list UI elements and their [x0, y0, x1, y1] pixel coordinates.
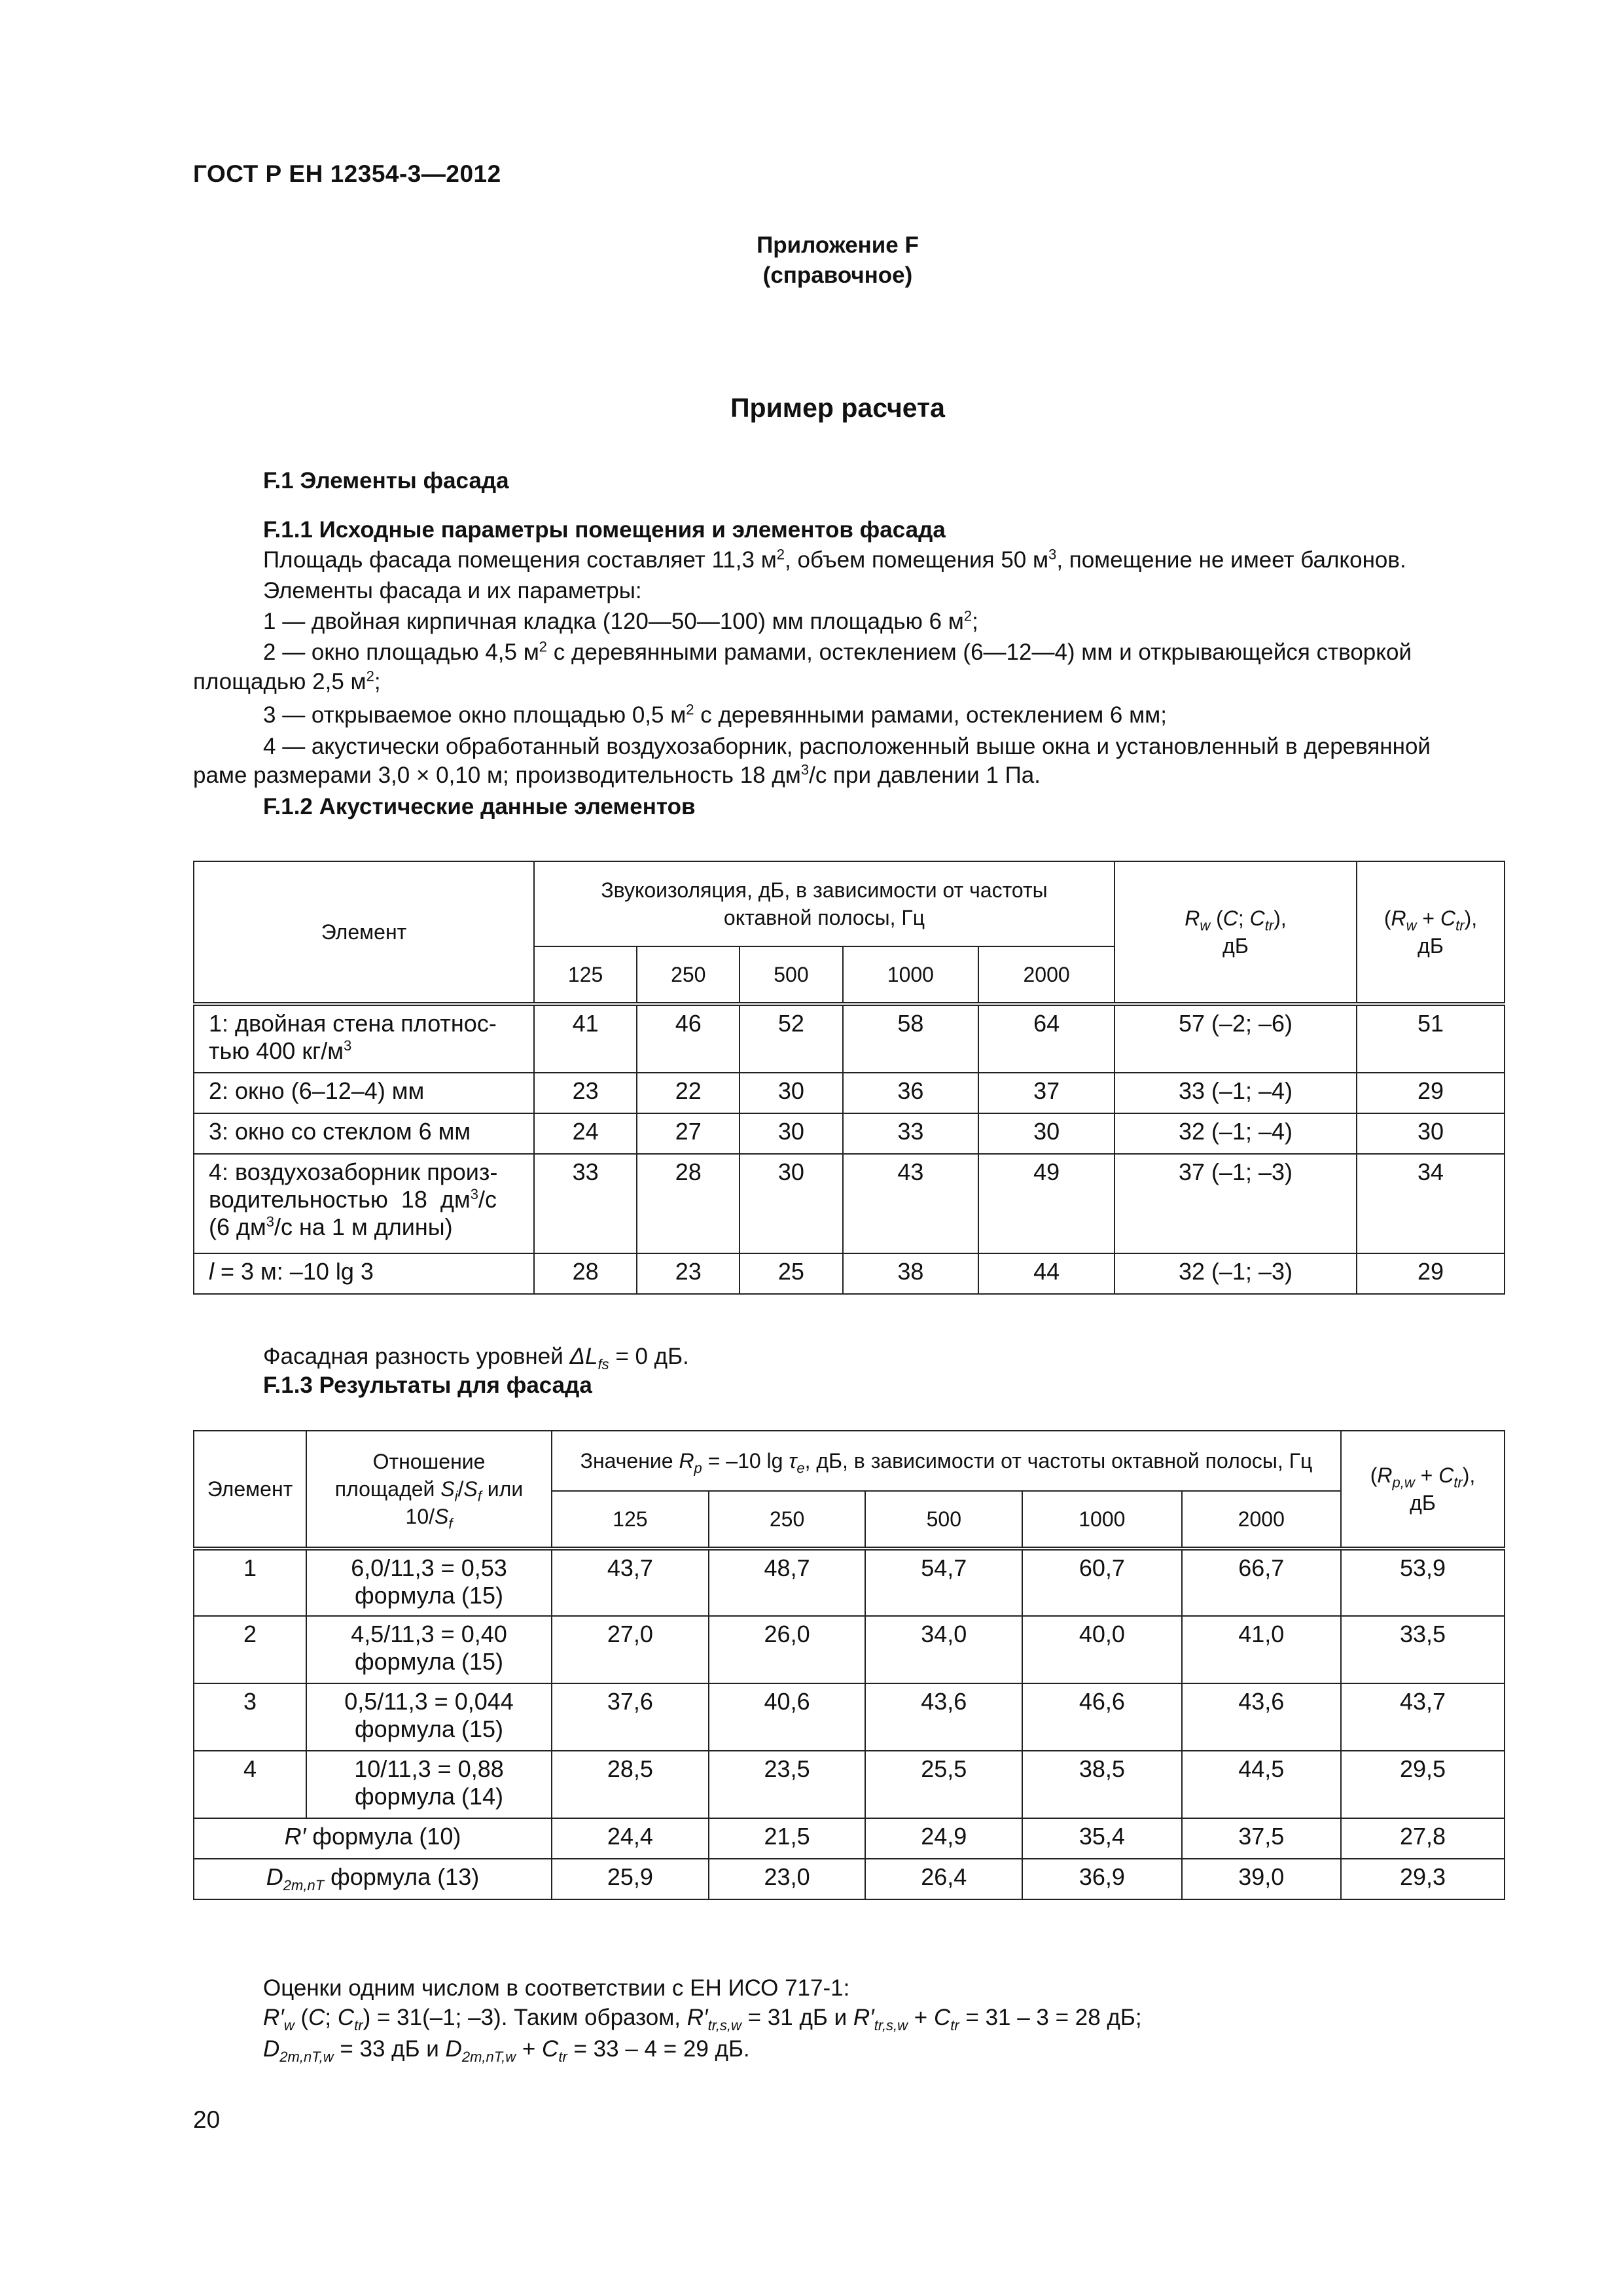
- ratio-value: 0,5/11,3 = 0,044: [344, 1688, 514, 1715]
- delta-l-symbol: ΔL: [569, 1344, 598, 1369]
- rw-ctr-value: 51: [1357, 1004, 1505, 1073]
- table-cell: 25,9: [552, 1859, 709, 1899]
- rpw-ctr-value: 29,5: [1341, 1751, 1505, 1818]
- table-cell: 38,5: [1022, 1751, 1181, 1818]
- rw-value: 33 (–1; –4): [1115, 1073, 1357, 1113]
- facade-level-difference: [263, 1342, 689, 1371]
- text-part: 1 — двойная кирпичная кладка (120—50—100) мм площадью 6 м: [263, 609, 964, 634]
- table-cell: 27: [637, 1113, 740, 1154]
- table-cell: 43,7: [552, 1549, 709, 1616]
- facade-results-table: [193, 1430, 1505, 1900]
- table-cell: 30: [978, 1113, 1115, 1154]
- header-area-ratio: [306, 1431, 552, 1549]
- table-cell: 43,6: [1182, 1683, 1341, 1751]
- table-cell: 39,0: [1182, 1859, 1341, 1899]
- ratio-line2: площадей $S_i/S_f$ или: [334, 1477, 524, 1505]
- table-cell: 37,5: [1182, 1818, 1341, 1859]
- element-name: 3: окно со стеклом 6 мм: [194, 1113, 534, 1154]
- table-cell: 23,0: [709, 1859, 866, 1899]
- element-2-description-cont: [193, 667, 381, 696]
- formula-ref: формула (15): [354, 1648, 504, 1675]
- table-cell: 23,5: [709, 1751, 866, 1818]
- appendix-label: [0, 230, 1623, 291]
- ratings-intro: Оценки одним числом в соответствии с ЕН ИСО 717-1:: [263, 1975, 850, 2001]
- freq-header-250: 250: [709, 1491, 866, 1549]
- element-number: 4: [194, 1751, 306, 1818]
- table-cell: 46: [637, 1004, 740, 1073]
- text-part: 3 — открываемое окно площадью 0,5 м: [263, 702, 687, 728]
- area-ratio: [306, 1616, 552, 1683]
- element-1-description: [263, 607, 978, 636]
- rw-value: 57 (–2; –6): [1115, 1004, 1357, 1073]
- summary-row: [194, 1818, 1505, 1859]
- table-cell: 43: [843, 1154, 979, 1253]
- area-ratio: [306, 1549, 552, 1616]
- summary-total: 27,8: [1341, 1818, 1505, 1859]
- table-cell: 24,4: [552, 1818, 709, 1859]
- summary-label: R′ формула (10): [194, 1818, 552, 1859]
- page-number: 20: [193, 2106, 221, 2133]
- section-f13-heading: F.1.3 Результаты для фасада: [263, 1372, 592, 1398]
- table-cell: 33: [843, 1113, 979, 1154]
- table-cell: 25,5: [865, 1751, 1022, 1818]
- table-cell: 41: [534, 1004, 637, 1073]
- header-rp-values: Значение $R_p = -10$ $\lg \tau_e$, дБ, в зависимости от частоты октавной полосы, Гц: [552, 1431, 1341, 1491]
- table-cell: 28,5: [552, 1751, 709, 1818]
- header-rw-ctr: $(R_w + C_{tr})$, дБ: [1357, 861, 1505, 1004]
- text-part: /с при давлении 1 Па.: [809, 762, 1041, 788]
- superscript: 2: [366, 668, 374, 685]
- freq-header-250: 250: [637, 946, 740, 1004]
- text-part: Площадь фасада помещения составляет 11,3 м: [263, 547, 777, 573]
- appendix-line2: (справочное): [762, 262, 913, 288]
- table-cell: 38: [843, 1253, 979, 1294]
- table-cell: 26,0: [709, 1616, 866, 1683]
- freq-header-1000: 1000: [1022, 1491, 1181, 1549]
- paragraph-elements-intro: Элементы фасада и их параметры:: [263, 578, 642, 603]
- area-ratio: [306, 1751, 552, 1818]
- header-sound-insulation: Звукоизоляция, дБ, в зависимости от частоты октавной полосы, Гц: [534, 861, 1115, 946]
- text-part: площадью 2,5 м: [193, 669, 366, 694]
- table-row: [194, 1616, 1505, 1683]
- freq-header-125: 125: [552, 1491, 709, 1549]
- summary-label: $D_{2m,nT}$ формула (13): [194, 1859, 552, 1899]
- table-cell: 37,6: [552, 1683, 709, 1751]
- text-part: раме размерами 3,0 × 0,10 м; производительность 18 дм: [193, 762, 801, 788]
- ratio-line1: Отношение: [372, 1450, 486, 1473]
- superscript: 3: [800, 761, 810, 778]
- text-part: с деревянными рамами, остеклением 6 мм;: [694, 702, 1167, 728]
- table-cell: 58: [843, 1004, 979, 1073]
- superscript: 2: [776, 546, 785, 563]
- rpw-ctr-value: 53,9: [1341, 1549, 1505, 1616]
- table-cell: 48,7: [709, 1549, 866, 1616]
- table-cell: 21,5: [709, 1818, 866, 1859]
- table-row: [194, 1253, 1505, 1294]
- table-cell: 25: [740, 1253, 842, 1294]
- table-cell: 49: [978, 1154, 1115, 1253]
- table-cell: 30: [740, 1113, 842, 1154]
- ratio-line3: $10/S_f$: [405, 1505, 453, 1532]
- table-cell: 28: [534, 1253, 637, 1294]
- table-cell: 30: [740, 1154, 842, 1253]
- element-number: 1: [194, 1549, 306, 1616]
- formula-ref: формула (14): [354, 1783, 504, 1810]
- table-cell: 27,0: [552, 1616, 709, 1683]
- standard-designation: ГОСТ Р ЕН 12354-3—2012: [193, 160, 501, 187]
- element-name: 2: окно (6–12–4) мм: [194, 1073, 534, 1113]
- rw-value: 37 (–1; –3): [1115, 1154, 1357, 1253]
- page-title: Пример расчета: [730, 393, 945, 423]
- freq-header-1000: 1000: [843, 946, 979, 1004]
- text-part: с деревянными рамами, остеклением (6—12—4) мм и открывающейся створкой: [547, 639, 1412, 665]
- header-rpw-ctr: $(R_{p,w} + C_{tr})$, дБ: [1341, 1431, 1505, 1549]
- ratio-value: 6,0/11,3 = 0,53: [351, 1554, 507, 1581]
- table-cell: 44: [978, 1253, 1115, 1294]
- ratio-value: 4,5/11,3 = 0,40: [351, 1621, 507, 1647]
- table-cell: 28: [637, 1154, 740, 1253]
- freq-header-500: 500: [865, 1491, 1022, 1549]
- ctr-symbol: $C_{tr}$: [1440, 906, 1465, 934]
- superscript: 2: [963, 607, 972, 624]
- text-part: = 0 дБ.: [609, 1344, 689, 1369]
- table-cell: 52: [740, 1004, 842, 1073]
- rw-symbol: $R_w$: [1391, 906, 1417, 934]
- freq-header-125: 125: [534, 946, 637, 1004]
- element-number: 2: [194, 1616, 306, 1683]
- table-cell: 35,4: [1022, 1818, 1181, 1859]
- superscript: 3: [1048, 546, 1057, 563]
- table-cell: 40,0: [1022, 1616, 1181, 1683]
- table-cell: 40,6: [709, 1683, 866, 1751]
- superscript: 2: [539, 638, 548, 655]
- section-f11-heading: F.1.1 Исходные параметры помещения и элементов фасада: [263, 517, 946, 543]
- rw-ctr-value: 29: [1357, 1253, 1505, 1294]
- table-cell: 30: [740, 1073, 842, 1113]
- unit-db: дБ: [1418, 934, 1444, 958]
- table-cell: 54,7: [865, 1549, 1022, 1616]
- element-3-description: [263, 700, 1167, 730]
- element-name: 1: двойная стена плотнос- тью 400 $кг/м^3$: [194, 1004, 534, 1073]
- element-name: 4: воздухозаборник произ- водительностью 18 $дм^3/с$ (6 $дм^3/с$ на 1 м длины): [194, 1154, 534, 1253]
- rw-ctr-value: 29: [1357, 1073, 1505, 1113]
- table-cell: 60,7: [1022, 1549, 1181, 1616]
- section-f12-heading: F.1.2 Акустические данные элементов: [263, 794, 696, 819]
- table-row: [194, 1113, 1505, 1154]
- rpw-ctr-value: 43,7: [1341, 1683, 1505, 1751]
- summary-row: [194, 1859, 1505, 1899]
- formula-ref: формула (15): [354, 1582, 504, 1609]
- header-element: Элемент: [194, 1431, 306, 1549]
- formula-ref: формула (15): [354, 1715, 504, 1742]
- element-name: l = 3 м: –10 lg 3: [194, 1253, 534, 1294]
- table-cell: 22: [637, 1073, 740, 1113]
- table-cell: 36,9: [1022, 1859, 1181, 1899]
- element-2-description: [263, 637, 1412, 667]
- c-symbol: C: [1222, 906, 1238, 930]
- text-part: , объем помещения 50 м: [785, 547, 1049, 573]
- summary-total: 29,3: [1341, 1859, 1505, 1899]
- table-cell: 66,7: [1182, 1549, 1341, 1616]
- text-part: Фасадная разность уровней: [263, 1344, 570, 1369]
- rw-symbol: $R_w$: [1185, 906, 1211, 934]
- ratings-line1: $R'_w$ (C; $C_{tr}) = 31(-1$; –3). Таким образом, $R'_{tr,s,w} = 31$ дБ и $R'_{tr,s,w} + C_{tr} = 31 - 3 = 28$ дБ;: [263, 2005, 1142, 2034]
- table-cell: 26,4: [865, 1859, 1022, 1899]
- table-cell: 23: [637, 1253, 740, 1294]
- superscript: 2: [686, 701, 694, 718]
- table-cell: 41,0: [1182, 1616, 1341, 1683]
- table-row: [194, 1073, 1505, 1113]
- text-part: ;: [972, 609, 978, 634]
- table-cell: 44,5: [1182, 1751, 1341, 1818]
- header-element: Элемент: [194, 861, 534, 1004]
- area-ratio: [306, 1683, 552, 1751]
- rpw-ctr-value: 33,5: [1341, 1616, 1505, 1683]
- text-part: ;: [374, 669, 381, 694]
- freq-header-2000: 2000: [978, 946, 1115, 1004]
- table-row: [194, 1004, 1505, 1073]
- table-cell: 34,0: [865, 1616, 1022, 1683]
- table-row: [194, 1154, 1505, 1253]
- table-cell: 24,9: [865, 1818, 1022, 1859]
- appendix-line1: Приложение F: [757, 232, 919, 258]
- freq-header-500: 500: [740, 946, 842, 1004]
- table-row: [194, 1683, 1505, 1751]
- table-cell: 24: [534, 1113, 637, 1154]
- element-4-description: 4 — акустически обработанный воздухозаборник, расположенный выше окна и установленный в деревянной: [263, 734, 1431, 759]
- element-number: 3: [194, 1683, 306, 1751]
- text-part: , помещение не имеет балконов.: [1056, 547, 1406, 573]
- ratings-line2: $D_{2m,nT,w} = 33$ дБ и $D_{2m,nT,w} + C_{tr} = 33 - 4 = 29$ дБ.: [263, 2036, 750, 2065]
- subscript: fs: [597, 1356, 609, 1372]
- table-cell: 64: [978, 1004, 1115, 1073]
- ratio-value: 10/11,3 = 0,88: [354, 1755, 504, 1782]
- table-row: [194, 1549, 1505, 1616]
- ctr-symbol: $C_{tr}$: [1249, 906, 1274, 934]
- acoustic-data-table: [193, 861, 1505, 1295]
- table-cell: 46,6: [1022, 1683, 1181, 1751]
- table-cell: 23: [534, 1073, 637, 1113]
- unit-db: дБ: [1222, 934, 1249, 958]
- header-rw: $R_w$ (C; $C_{tr}$), дБ: [1115, 861, 1357, 1004]
- rw-ctr-value: 34: [1357, 1154, 1505, 1253]
- table-row: [194, 1751, 1505, 1818]
- text-part: 2 — окно площадью 4,5 м: [263, 639, 539, 665]
- section-f1-heading: F.1 Элементы фасада: [263, 468, 509, 493]
- table-cell: 37: [978, 1073, 1115, 1113]
- rw-ctr-value: 30: [1357, 1113, 1505, 1154]
- table-cell: 36: [843, 1073, 979, 1113]
- rw-value: 32 (–1; –3): [1115, 1253, 1357, 1294]
- rw-value: 32 (–1; –4): [1115, 1113, 1357, 1154]
- freq-header-2000: 2000: [1182, 1491, 1341, 1549]
- table-cell: 33: [534, 1154, 637, 1253]
- element-4-description-cont: [193, 761, 1041, 790]
- paragraph-facade-area: [263, 545, 1406, 575]
- table-cell: 43,6: [865, 1683, 1022, 1751]
